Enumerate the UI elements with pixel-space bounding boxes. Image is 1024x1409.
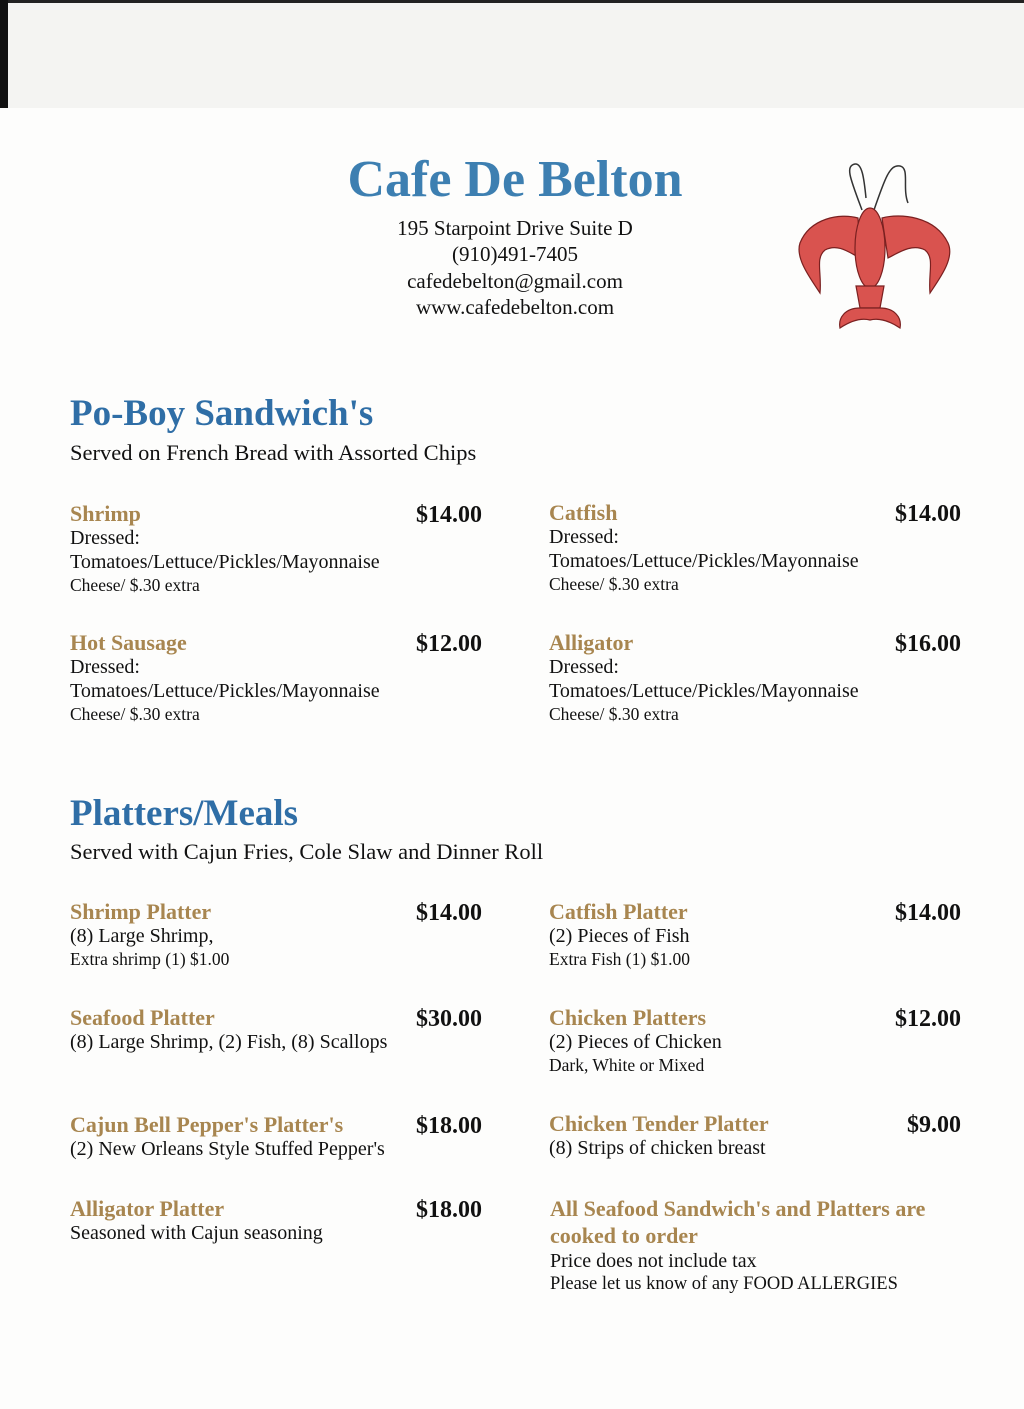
scan-edge-left [0,0,8,108]
item-description: Dressed: [70,527,140,549]
menu-item [70,1006,482,1054]
item-price: $14.00 [895,900,961,926]
item-extra: Cheese/ $.30 extra [70,575,200,595]
item-description: Seasoned with Cajun seasoning [70,1222,323,1244]
menu-item [70,1113,482,1161]
item-name: Catfish Platter [549,899,688,924]
phone: (910)491-7405 [452,242,578,266]
menu-item [70,900,482,970]
item-price: $30.00 [416,1006,482,1032]
item-description: (2) New Orleans Style Stuffed Pepper's [70,1138,385,1160]
item-name: Seafood Platter [70,1005,215,1030]
item-description: Dressed: [549,656,619,678]
item-price: $18.00 [416,1197,482,1223]
item-name: Cajun Bell Pepper's Platter's [70,1112,344,1137]
item-extra: Dark, White or Mixed [549,1055,705,1075]
item-description: (8) Large Shrimp, (2) Fish, (8) Scallops [70,1031,388,1053]
menu-item [70,502,482,596]
item-name: Catfish [549,500,618,525]
item-description: (2) Pieces of Fish [549,925,690,947]
item-description: Tomatoes/Lettuce/Pickles/Mayonnaise [549,550,859,572]
item-name: Hot Sausage [70,630,187,655]
item-name: Alligator [549,630,634,655]
menu-item [549,501,961,595]
menu-item [549,900,961,970]
item-description: Tomatoes/Lettuce/Pickles/Mayonnaise [70,551,380,573]
item-name: Shrimp Platter [70,899,212,924]
poboy-subtitle: Served on French Bread with Assorted Chips [70,440,477,465]
item-price: $9.00 [907,1112,961,1138]
item-price: $18.00 [416,1113,482,1139]
tax-note: Price does not include tax [550,1250,757,1272]
allergy-note: Please let us know of any FOOD ALLERGIES [550,1274,898,1294]
item-price: $12.00 [416,631,482,657]
platters-heading: Platters/Meals [70,793,299,834]
item-extra: Cheese/ $.30 extra [549,574,679,594]
item-description: (2) Pieces of Chicken [549,1031,722,1053]
item-description: (8) Strips of chicken breast [549,1137,766,1159]
item-price: $12.00 [895,1006,961,1032]
menu-item [70,631,482,725]
item-extra: Extra Fish (1) $1.00 [549,949,690,969]
platters-subtitle: Served with Cajun Fries, Cole Slaw and Dinner Roll [70,839,544,864]
scan-edge-top [0,0,1024,3]
item-description: Tomatoes/Lettuce/Pickles/Mayonnaise [70,680,380,702]
item-name: Alligator Platter [70,1196,225,1221]
item-description: (8) Large Shrimp, [70,925,214,947]
website: www.cafedebelton.com [415,295,615,319]
item-price: $14.00 [416,502,482,528]
item-description: Dressed: [70,656,140,678]
note-heading: All Seafood Sandwich's and Platters are cooked to order [550,1196,926,1248]
menu-item [70,1197,482,1245]
item-extra: Extra shrimp (1) $1.00 [70,949,230,969]
item-extra: Cheese/ $.30 extra [70,704,200,724]
restaurant-title: Cafe De Belton [347,151,683,208]
address: 195 Starpoint Drive Suite D [397,216,633,240]
crawfish-fleur-de-lis-icon [790,158,960,333]
menu-item [549,631,961,725]
menu-item [549,1112,961,1160]
order-note [550,1195,970,1296]
item-description: Dressed: [549,526,619,548]
menu-item [549,1006,961,1076]
item-name: Chicken Platters [549,1005,707,1030]
item-name: Chicken Tender Platter [549,1111,769,1136]
item-price: $16.00 [895,631,961,657]
poboy-heading: Po-Boy Sandwich's [70,393,374,434]
item-name: Shrimp [70,501,141,526]
item-price: $14.00 [416,900,482,926]
item-description: Tomatoes/Lettuce/Pickles/Mayonnaise [549,680,859,702]
email: cafedebelton@gmail.com [407,269,623,293]
item-price: $14.00 [895,501,961,527]
item-extra: Cheese/ $.30 extra [549,704,679,724]
